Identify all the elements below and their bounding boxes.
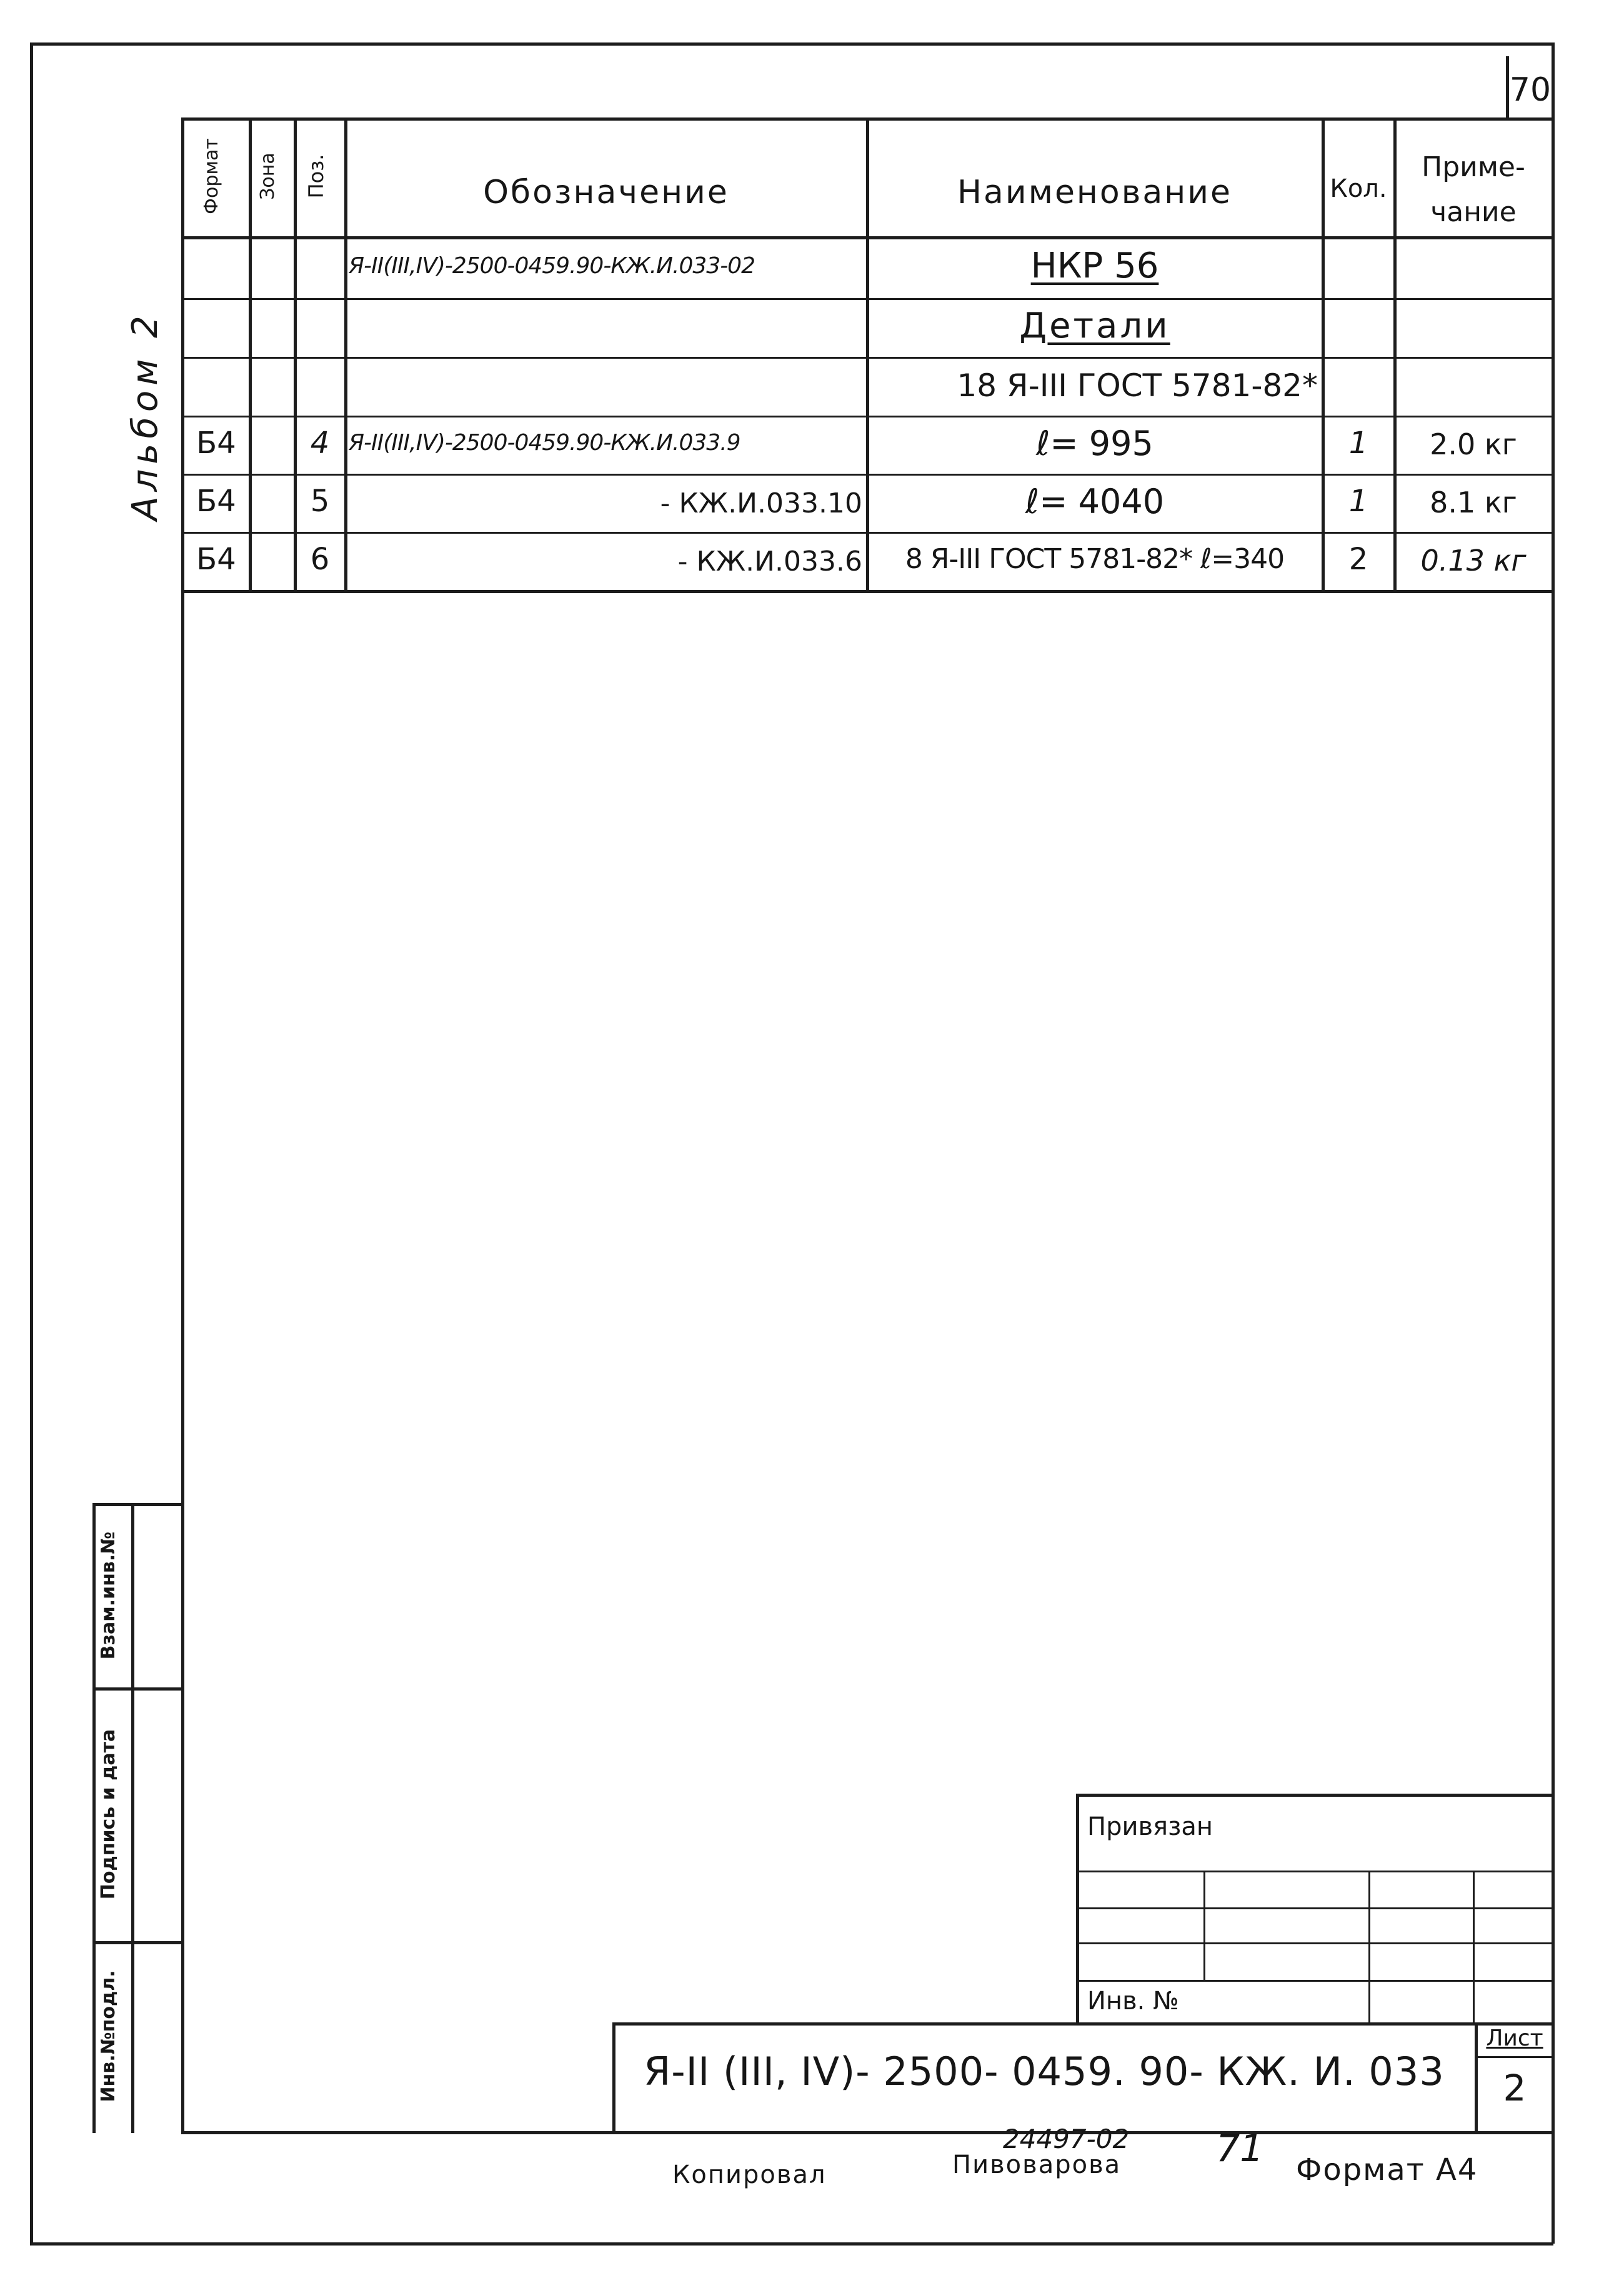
row-6-name: 8 Я-III ГОСТ 5781-82* ℓ=340 bbox=[905, 543, 1285, 575]
binding-stamp-line bbox=[1076, 1980, 1553, 1982]
title-block-sheet-value: 2 bbox=[1503, 2067, 1527, 2109]
row-4-designation: Я-II(III,IV)-2500-0459.90-КЖ.И.033.9 bbox=[349, 430, 740, 456]
title-block-sheet-label: Лист bbox=[1486, 2026, 1543, 2051]
header-format: Формат bbox=[201, 138, 222, 214]
row-6-format: Б4 bbox=[196, 542, 236, 577]
title-block-top bbox=[612, 2022, 1553, 2026]
side-stamp-divider bbox=[131, 1503, 134, 2133]
header-note-line1: Приме- bbox=[1422, 151, 1525, 183]
title-block-sheet-line bbox=[1475, 2056, 1553, 2058]
table-col-line bbox=[1393, 117, 1397, 592]
row-5-pos: 5 bbox=[310, 484, 330, 519]
binding-stamp-col bbox=[1368, 1871, 1370, 2024]
binding-stamp-left bbox=[1076, 1794, 1079, 2025]
frame-left bbox=[30, 42, 33, 2244]
frame-top bbox=[30, 42, 1553, 46]
row-4-pos: 4 bbox=[310, 426, 330, 461]
footer-format-label: Формат А4 bbox=[1296, 2152, 1478, 2187]
side-stamp-replace-inv: Взам.инв.№ bbox=[97, 1531, 119, 1660]
title-block-code: Я-II (III, IV)- 2500- 0459. 90- КЖ. И. 033 bbox=[644, 2049, 1445, 2094]
header-designation: Обозначение bbox=[483, 174, 729, 211]
header-pos: Поз. bbox=[304, 154, 328, 199]
row-2-name: Детали bbox=[1019, 306, 1170, 346]
frame-bottom bbox=[30, 2242, 1553, 2246]
page-number-top: 70 bbox=[1509, 71, 1552, 109]
binding-stamp-col bbox=[1473, 1871, 1475, 2024]
side-stamp-sign-date: Подпись и дата bbox=[97, 1729, 119, 1900]
row-5-name: ℓ= 4040 bbox=[1025, 482, 1165, 521]
row-6-note: 0.13 кг bbox=[1420, 544, 1527, 577]
table-col-line bbox=[294, 117, 297, 592]
row-5-qty: 1 bbox=[1348, 484, 1368, 519]
row-4-qty: 1 bbox=[1348, 426, 1368, 461]
binding-stamp-line bbox=[1076, 1907, 1553, 1909]
table-col-line bbox=[249, 117, 252, 592]
header-name: Наименование bbox=[957, 174, 1233, 211]
row-5-designation: - КЖ.И.033.10 bbox=[660, 487, 862, 519]
side-stamp-inv-orig: Инв.№подл. bbox=[97, 1970, 119, 2102]
binding-inv-no: Инв. № bbox=[1087, 1987, 1179, 2016]
row-5-format: Б4 bbox=[196, 484, 236, 519]
binding-title: Привязан bbox=[1087, 1812, 1213, 1841]
row-4-note: 2.0 кг bbox=[1430, 427, 1517, 461]
header-zone: Зона bbox=[257, 152, 279, 200]
footer-copier-name: Пивоварова bbox=[952, 2151, 1122, 2179]
row-4-name: ℓ= 995 bbox=[1036, 424, 1153, 463]
drawing-frame-left bbox=[181, 117, 184, 2132]
binding-stamp-line bbox=[1076, 1871, 1553, 1872]
row-6-pos: 6 bbox=[310, 542, 330, 577]
row-5-note: 8.1 кг bbox=[1430, 486, 1517, 519]
row-6-qty: 2 bbox=[1348, 542, 1368, 577]
header-qty: Кол. bbox=[1330, 174, 1387, 203]
binding-stamp-top bbox=[1076, 1794, 1553, 1797]
row-6-designation: - КЖ.И.033.6 bbox=[677, 546, 862, 577]
side-stamp-left bbox=[92, 1503, 96, 2133]
side-stamp-line bbox=[92, 1941, 183, 1944]
album-label: Альбом 2 bbox=[125, 311, 166, 521]
row-1-name: НКР 56 bbox=[1030, 246, 1159, 286]
footer-ref-number: 24497-02 bbox=[1003, 2124, 1130, 2154]
row-1-designation: Я-II(III,IV)-2500-0459.90-КЖ.И.033-02 bbox=[349, 253, 755, 279]
footer-copied: Копировал bbox=[672, 2161, 827, 2189]
header-note-line2: чание bbox=[1430, 196, 1517, 228]
row-3-name: 18 Я-III ГОСТ 5781-82* bbox=[957, 367, 1318, 404]
row-4-format: Б4 bbox=[196, 426, 236, 461]
frame-right bbox=[1552, 42, 1555, 2244]
footer-page-number: 71 bbox=[1216, 2127, 1264, 2171]
binding-stamp-line bbox=[1076, 1942, 1553, 1944]
drawing-frame-bottom bbox=[181, 2131, 1553, 2134]
binding-stamp-col bbox=[1203, 1871, 1205, 1981]
